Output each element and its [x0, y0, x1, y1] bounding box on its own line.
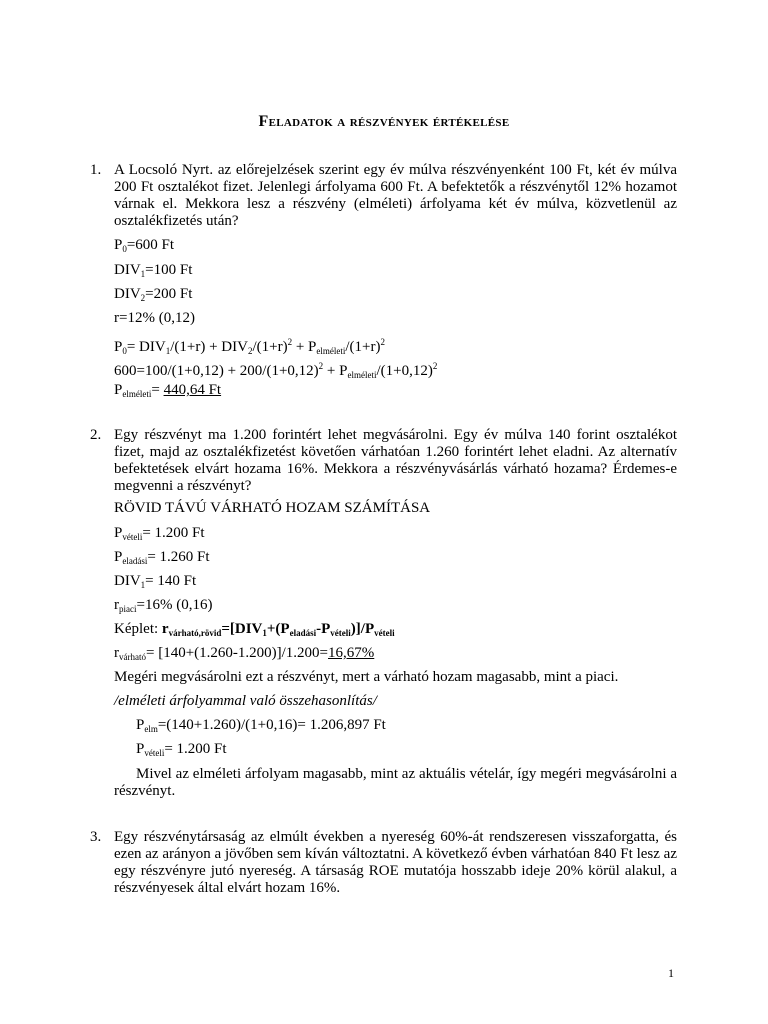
- given-div2: $DIV_2=200$ Ft: [114, 286, 193, 303]
- page-number: 1: [668, 966, 674, 980]
- calc-expected-return: $r_{várható}= [140+(1.260-1.200)]/1.200=16,67\%$: [114, 645, 375, 662]
- question-number: 3.: [90, 829, 102, 845]
- formula-p0: $P_0= DIV_1/(1+r) + DIV_2/(1+r)^2 + P_{elméleti}/(1+r)^2$: [114, 337, 386, 356]
- final-conclusion: Mivel az elméleti árfolyam magasabb, mint az aktuális vételár, így megéri megvásárolni a részvényt.: [114, 766, 677, 799]
- formula-substituted: $600=100/(1+0,12) + 200/(1+0,12)^2 + P_{elméleti}/(1+0,12)^2$: [114, 361, 438, 380]
- calc-p-elm: $P_{elm}=(140+1.260)/(1+0,16)= 1.206,897$ Ft: [136, 717, 386, 734]
- result-p-elmeleti: $P_{elméleti}= 440,64$ Ft: [114, 382, 222, 399]
- question-3: [90, 829, 677, 897]
- given-r-piaci: $r_{piaci}=16\%$ (0,16): [114, 597, 213, 614]
- question-2: [90, 427, 677, 495]
- question-text: Egy részvénytársaság az elmúlt években a nyereség 60%-át rendszeresen visszaforgatta, és ezen az arányon a jövőben sem kíván változtatni. A következő évben várhatóan 840 Ft lesz az egy részvényre jutó nyereség. A társaság ROE mutatója hosszabb ideje 20% körül alakul, a részvényesek által elvárt hozam 16%.: [114, 829, 677, 896]
- given-r: r=12% (0,12): [114, 310, 195, 326]
- given-p-veteli: $P_{vételi}= 1.200$ Ft: [114, 525, 205, 542]
- question-text: Egy részvényt ma 1.200 forintért lehet megvásárolni. Egy év múlva 140 forint osztalékot fizet, majd az osztalékfizetést követően várhatóan 1.260 forintért lehet eladni. Az alternatív befektetések elvárt hozama 16%. Mekkora a részvényvásárlás várható hozama? Érdemes-e megvenni a részvényt?: [114, 427, 677, 494]
- question-number: 2.: [90, 427, 102, 443]
- given-p-veteli-2: $P_{vételi}= 1.200$ Ft: [136, 741, 227, 758]
- question-text: A Locsoló Nyrt. az előrejelzések szerint egy év múlva részvényenként 100 Ft, két év múlva 200 Ft osztalékot fizet. Jelenlegi árfolyama 600 Ft. A befektetők a részvénytől 12% hozamot várnak el. Mekkora lesz a részvény (elméleti) árfolyama két év múlva, közvetlenül az osztalékfizetés után?: [114, 162, 677, 229]
- given-p0: $P_0=600$ Ft: [114, 237, 175, 254]
- page-title: Feladatok a részvények értékelése: [258, 113, 510, 130]
- given-div1: $DIV_1= 140$ Ft: [114, 573, 197, 590]
- formula-expected-return: Képlet: $r_{várható,rövid}=[DIV_1+(P_{eladási}-P_{vételi})]/P_{vételi}$: [114, 621, 395, 638]
- section-heading: RÖVID TÁVÚ VÁRHATÓ HOZAM SZÁMÍTÁSA: [114, 500, 431, 516]
- comparison-heading: /elméleti árfolyammal való összehasonlítás/: [114, 693, 377, 709]
- conclusion-text: Megéri megvásárolni ezt a részvényt, mert a várható hozam magasabb, mint a piaci.: [114, 669, 619, 685]
- given-div1: $DIV_1=100$ Ft: [114, 262, 193, 279]
- question-1: [90, 162, 677, 230]
- question-number: 1.: [90, 162, 102, 178]
- given-p-eladasi: $P_{eladási}= 1.260$ Ft: [114, 549, 210, 566]
